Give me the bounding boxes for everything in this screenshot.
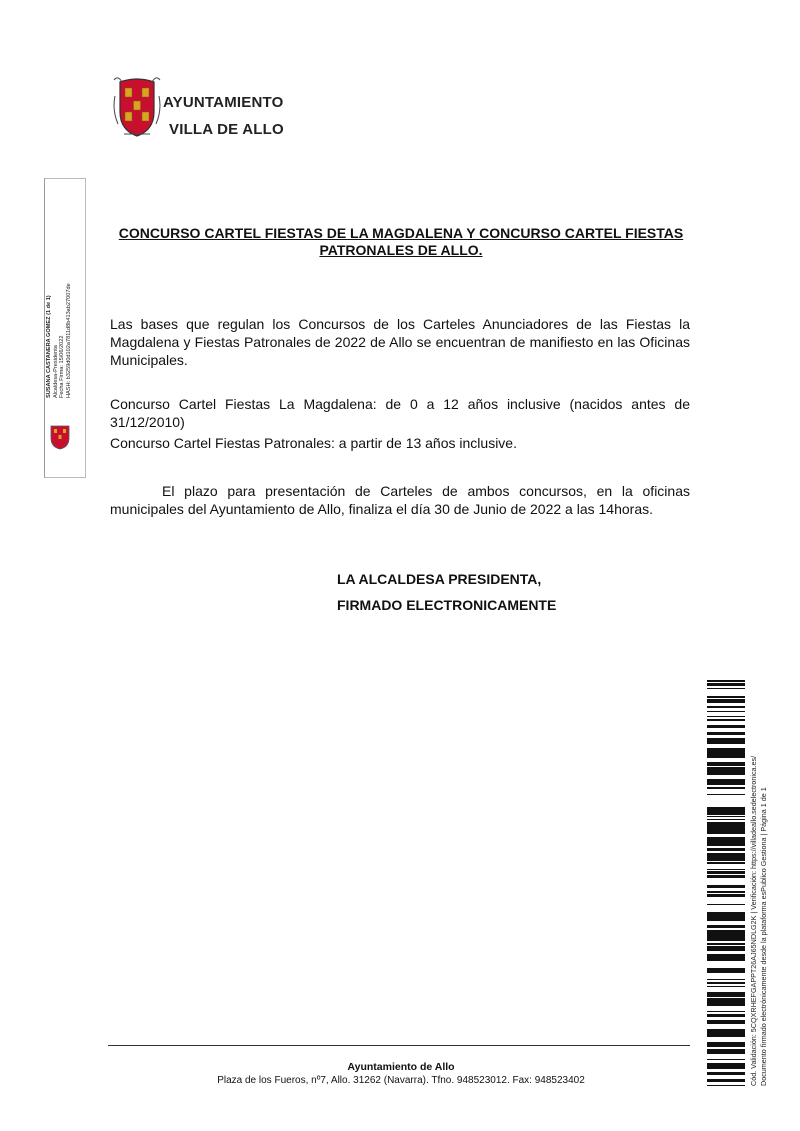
footer-org-name: Ayuntamiento de Allo [347,1061,455,1073]
paragraph-deadline: El plazo para presentación de Carteles de ambos concursos, en la oficinas municipales del Ayuntamiento de Allo, finaliza el día 30 de Junio de 2022 a las 14horas. [110,483,690,517]
signature-crest-icon [49,424,71,450]
document-title: CONCURSO CARTEL FIESTAS DE LA MAGDALENA Y CONCURSO CARTEL FIESTAS PATRONALES DE ALLO. [118,225,684,258]
paragraph-bases: Las bases que regulan los Concursos de los Carteles Anunciadores de las Fiestas la Magdalena y Fiestas Patronales de 2022 de Allo se encuentran de manifiesto en las Oficinas Municipales. [110,316,690,368]
signer-role: Alcaldesa-Presidenta [52,345,59,398]
signer-name: SUSANA CASTANERA GOMEZ (1 de 1) [46,295,52,398]
signature-date: Fecha Firma: 15/06/2022 [59,335,66,398]
signature-details [46,283,72,398]
verification-text [749,756,769,1086]
paragraph-magdalena: Concurso Cartel Fiestas La Magdalena: de 0 a 12 años inclusive (nacidos antes de 31/12/2010) [110,396,690,430]
signoff-role: LA ALCALDESA PRESIDENTA, [337,571,542,587]
signature-hash: HASH: b3259d0d102a7811d8b413ab27007de [65,283,72,398]
footer-divider [108,1045,690,1046]
signoff-electronic: FIRMADO ELECTRONICAMENTE [337,597,557,613]
org-name-line1: AYUNTAMIENTO [163,94,284,111]
validation-barcode [707,680,745,1086]
municipal-crest-logo [112,76,162,138]
footer-address: Plaza de los Fueros, nº7, Allo. 31262 (Navarra). Tfno. 948523012. Fax: 948523402 [217,1075,585,1086]
platform-note: Documento firmado electrónicamente desde la plataforma esPublico Gestiona | Página 1 de 1 [759,787,768,1086]
org-name-line2: VILLA DE ALLO [169,121,284,138]
validation-code: Cód. Validación: 5CQXRHEFGAPPT26AJ65NDLG2K | Verificación: https://villadeallo.sedelectronica.es/ [749,755,758,1086]
paragraph-patronales: Concurso Cartel Fiestas Patronales: a partir de 13 años inclusive. [110,435,517,451]
